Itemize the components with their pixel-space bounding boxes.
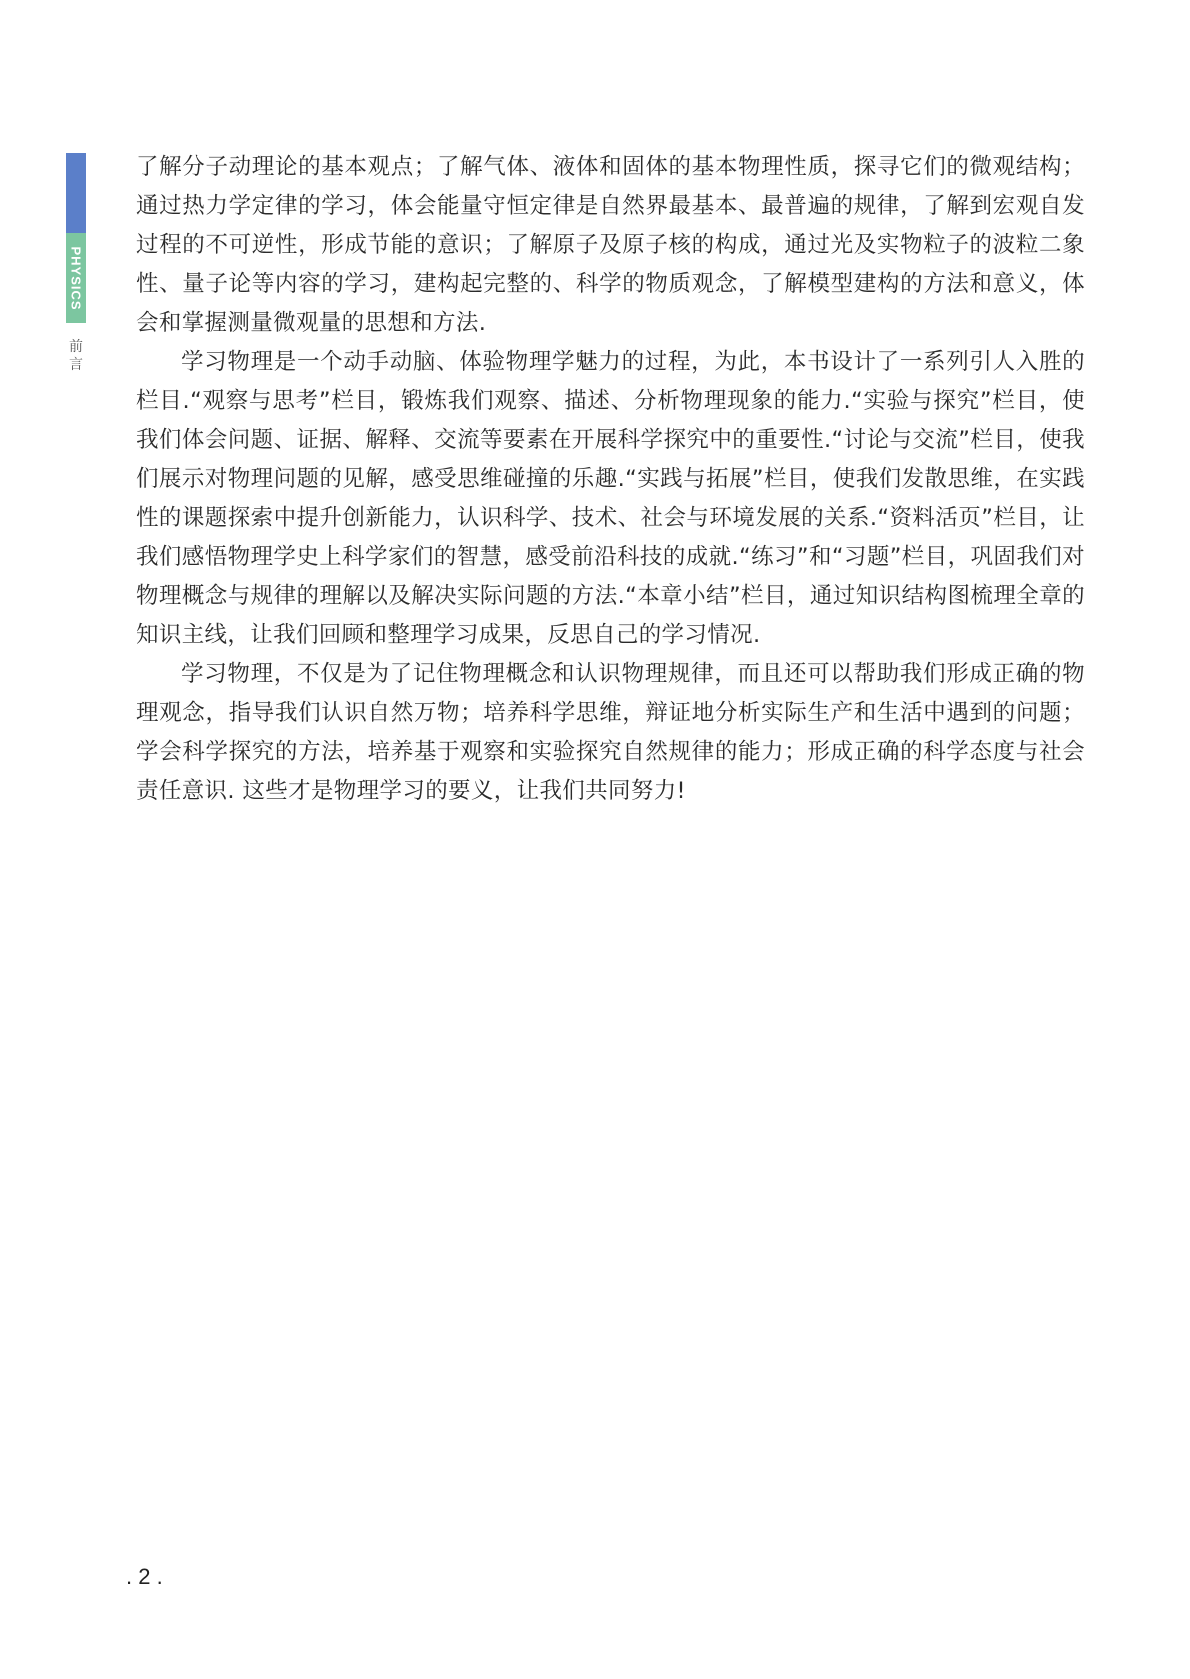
paragraph-1: 了解分子动理论的基本观点；了解气体、液体和固体的基本物理性质，探寻它们的微观结构；通过热力学定律的学习，体会能量守恒定律是自然界最基本、最普遍的规律，了解到宏观自发过程的不可逆性，形成节能的意识；了解原子及原子核的构成，通过光及实物粒子的波粒二象性、量子论等内容的学习，建构起完整的、科学的物质观念，了解模型建构的方法和意义，体会和掌握测量微观量的思想和方法. bbox=[136, 154, 1085, 336]
page-number: . 2 . bbox=[126, 1564, 163, 1589]
paragraph-2: 学习物理是一个动手动脑、体验物理学魅力的过程，为此，本书设计了一系列引人入胜的栏目.“观察与思考”栏目，锻炼我们观察、描述、分析物理现象的能力.“实验与探究”栏目，使我们体会问题、证据、解释、交流等要素在开展科学探究中的重要性.“讨论与交流”栏目，使我们展示对物理问题的见解，感受思维碰撞的乐趣.“实践与拓展”栏目，使我们发散思维，在实践性的课题探索中提升创新能力，认识科学、技术、社会与环境发展的关系.“资料活页”栏目，让我们感悟物理学史上科学家们的智慧，感受前沿科技的成就.“练习”和“习题”栏目，巩固我们对物理概念与规律的理解以及解决实际问题的方法.“本章小结”栏目，通过知识结构图梳理全章的知识主线，让我们回顾和整理学习成果，反思自己的学习情况. bbox=[136, 349, 1085, 648]
paragraph-3: 学习物理，不仅是为了记住物理概念和认识物理规律，而且还可以帮助我们形成正确的物理观念，指导我们认识自然万物；培养科学思维，辩证地分析实际生产和生活中遇到的问题；学会科学探究的方法，培养基于观察和实验探究自然规律的能力；形成正确的科学态度与社会责任意识. 这些才是物理学习的要义，让我们共同努力! bbox=[136, 661, 1085, 804]
side-tab bbox=[66, 153, 86, 323]
side-tab-green-bar bbox=[66, 233, 86, 323]
side-tab-blue-bar bbox=[66, 153, 86, 233]
side-tab-physics-label: PHYSICS bbox=[68, 245, 84, 311]
body-text bbox=[136, 148, 1085, 811]
side-tab-section-label: 前言 bbox=[69, 339, 83, 373]
